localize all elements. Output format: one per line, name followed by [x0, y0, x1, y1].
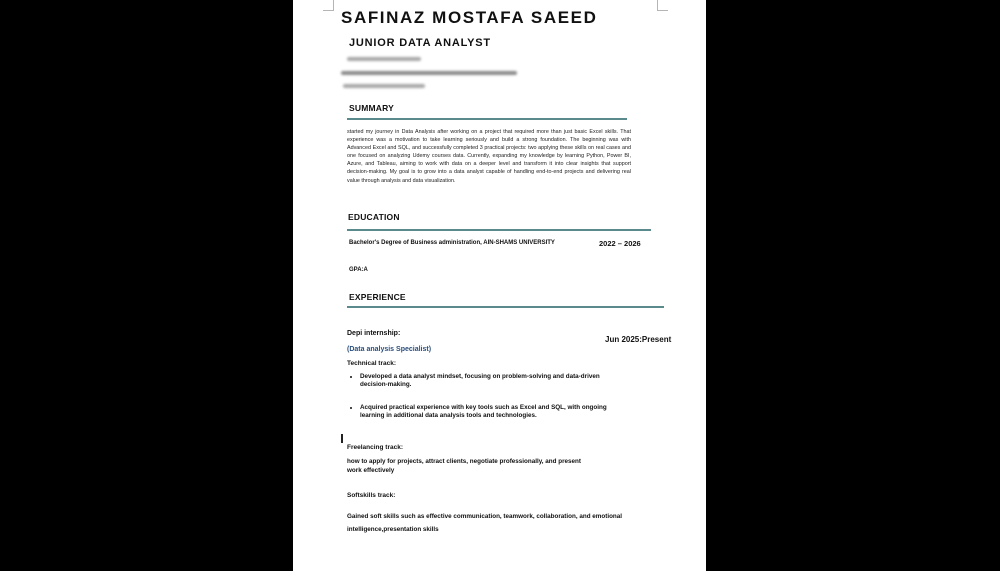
list-item: • Developed a data analyst mindset, focusing on problem-solving and data-driven decision-making. [360, 373, 610, 390]
document-page [293, 0, 706, 571]
freelancing-track-label: Freelancing track: [347, 444, 403, 451]
summary-paragraph: started my journey in Data Analysis after working on a project that required more than just basic Excel skills. That experience was a motivation to take learning seriously and build a strong foundation. The beginning was with Advanced Excel and SQL, and successfully completed 3 practical projects: two applying these skills on real cases and one focused on analyzing Udemy courses data. Currently, expanding my knowledge by learning Python, Power BI, Azure, and Tableau, aiming to work with data on a deeper level and transform it into clear insights that support decision-making. My goal is to grow into a data analyst capable of handling end-to-end projects and delivering real value through analysis and data visualization. [347, 129, 631, 184]
section-divider [347, 229, 651, 231]
freelancing-track-text: how to apply for projects, attract clients, negotiate professionally, and present work effectively [347, 458, 581, 474]
experience-organization: Depi internship: [347, 330, 401, 337]
resume-name: SAFINAZ MOSTAFA SAEED [341, 8, 598, 27]
resume-job-title: JUNIOR DATA ANALYST [349, 37, 491, 49]
softskills-track-label: Softskills track: [347, 492, 396, 499]
section-title-experience: EXPERIENCE [349, 292, 406, 302]
section-title-summary: SUMMARY [349, 103, 394, 113]
section-title-education: EDUCATION [348, 212, 400, 222]
section-divider [347, 118, 627, 120]
technical-track-label: Technical track: [347, 360, 397, 367]
education-degree: Bachelor's Degree of Business administration, AIN-SHAMS UNIVERSITY [349, 240, 555, 246]
text-cursor [341, 434, 343, 443]
page-corner-mark-right [657, 0, 668, 11]
experience-role: (Data analysis Specialist) [347, 346, 432, 353]
redacted-email-line [343, 84, 425, 88]
education-gpa: GPA:A [349, 267, 368, 273]
redacted-website-line [341, 71, 517, 75]
technical-track-bullets [347, 373, 610, 435]
list-item: • Acquired practical experience with key tools such as Excel and SQL, with ongoing learning in additional data analysis tools and technologies. [360, 404, 610, 421]
softskills-track-text: Gained soft skills such as effective communication, teamwork, collaboration, and emotional intelligence,presentation skills [347, 513, 623, 533]
education-years: 2022 – 2026 [599, 239, 641, 248]
page-corner-mark-left [323, 0, 334, 11]
redacted-contact-line [347, 57, 421, 61]
experience-date: Jun 2025:Present [605, 335, 672, 344]
section-divider [347, 306, 664, 308]
